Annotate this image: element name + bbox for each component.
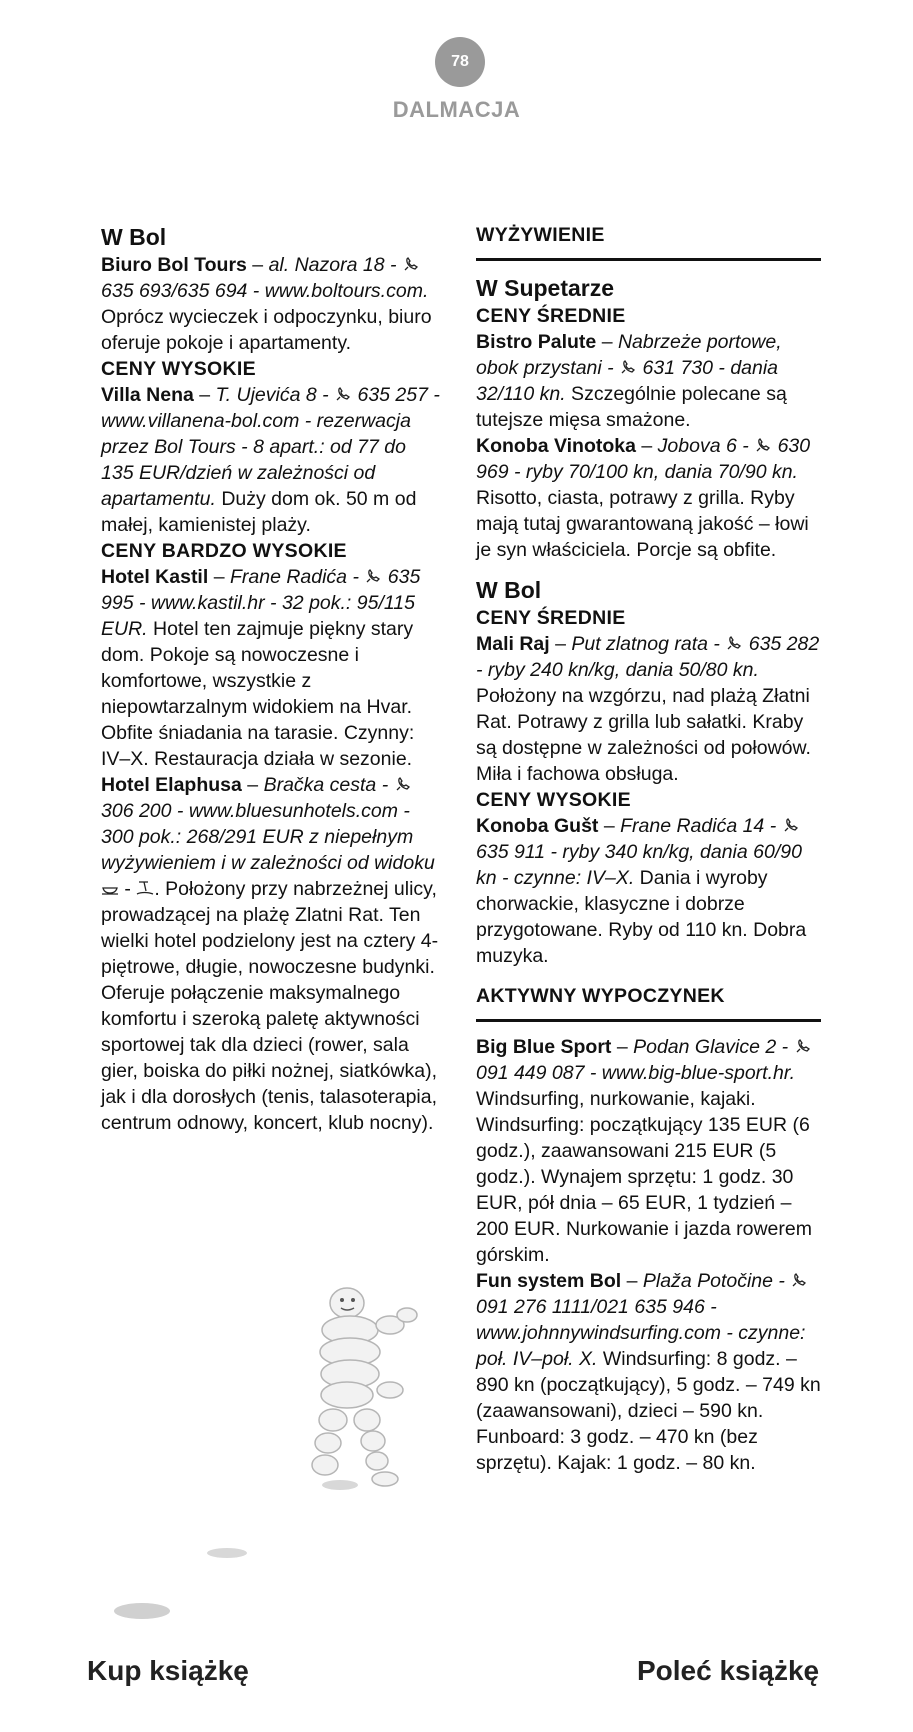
recommend-book-link[interactable]: Poleć książkę <box>637 1655 820 1686</box>
entry-name: Mali Raj <box>476 633 550 655</box>
entry-name: Fun system Bol <box>476 1270 622 1292</box>
phone-icon <box>619 357 637 375</box>
phone-icon <box>364 566 382 584</box>
entry-details: Frane Radića 14 - <box>620 815 777 837</box>
entry-name: Big Blue Sport <box>476 1036 612 1058</box>
entry-text: . Położony przy nabrzeżnej ulicy, prowadzącej na plażę Zlatni Rat. Ten wielki hotel podzielony jest na cztery 4-piętrowe, długie, nowoczesne budynki. Oferuje połączenie maksymalnego komfortu i szeroką paletę aktywności sportowej tak dla dzieci (rower, sala gier, boiska do piłki nożnej, siatkówka), jak i dla dorosłych (tenis, talasoterapia, centrum odnowy, koncert, klub nocny). <box>101 878 439 1134</box>
entry-konoba-gust: Konoba Gušt – Frane Radića 14 - 635 911 - ryby 340 kn/kg, dania 60/90 kn - czynne: IV–X. Dania i wyroby chorwackie, klasyczne i dobrze przygotowane. Ryby od 110 kn. Dobra muzyka. <box>476 815 807 967</box>
entry-text: Windsurfing, nurkowanie, kajaki. Windsurfing: początkujący 135 EUR (6 godz.), zaawansowani 215 EUR (5 godz.). Wynajem sprzętu: 1 godz. 30 EUR, pół dnia – 65 EUR, 1 tydzień – 200 EUR. Nurkowanie i jazda rowerem górskim. <box>476 1088 812 1266</box>
entry-name: Konoba Gušt <box>476 815 599 837</box>
decorative-shadow <box>205 1545 250 1561</box>
price-category: CENY ŚREDNIE <box>476 607 626 629</box>
phone-icon <box>334 384 352 402</box>
phone-icon <box>754 435 772 453</box>
entry-details: Nabrzeże portowe, obok przystani - <box>476 331 782 379</box>
entry-details: 631 730 - dania 32/110 kn. <box>476 357 779 405</box>
phone-icon <box>790 1270 808 1288</box>
price-category: CENY WYSOKIE <box>101 358 256 380</box>
phone-icon <box>402 254 420 272</box>
left-column <box>101 222 441 1136</box>
location-heading: W Bol <box>476 577 542 603</box>
entry-text: Duży dom ok. 50 m od małej, kamienistej plaży. <box>101 488 417 536</box>
michelin-man-mascot <box>295 1285 445 1515</box>
beach-icon <box>136 878 154 896</box>
entry-bistro-palute: Bistro Palute – Nabrzeże portowe, obok przystani - 631 730 - dania 32/110 kn. Szczególnie polecane są tutejsze mięsa smażone. <box>476 331 787 431</box>
entry-details: Frane Radića - <box>229 566 359 588</box>
section-title: DALMACJA <box>392 97 521 122</box>
entry-mali-raj: Mali Raj – Put zlatnog rata - 635 282 - ryby 240 kn/kg, dania 50/80 kn. Położony na wzgórzu, nad plażą Złatni Rat. Potrawy z grilla lub sałatki. Kraby są dostępne w zależności od połowów. Miła i fachowa obsługa. <box>476 633 820 785</box>
entry-details: 635 995 - www.kastil.hr - 32 pok.: 95/115 EUR. <box>101 566 421 640</box>
entry-villa-nena: Villa Nena – T. Ujevića 8 - 635 257 - www.villanena-bol.com - rezerwacja przez Bol Tours - 8 apart.: od 77 do 135 EUR/dzień w zależności od apartamentu. Duży dom ok. 50 m od małej, kamienistej plaży. <box>101 384 440 536</box>
location-heading: W Supetarze <box>476 275 615 301</box>
entry-details: 635 257 - www.villanena-bol.com - rezerwacja przez Bol Tours - 8 apart.: od 77 do 135 EUR/dzień w zależności od apartamentu. <box>101 384 440 510</box>
entry-details: al. Nazora 18 - <box>268 254 397 276</box>
entry-konoba-vinotoka: Konoba Vinotoka – Jobova 6 - 630 969 - ryby 70/100 kn, dania 70/90 kn. Risotto, ciasta, potrawy z grilla. Ryby mają tutaj gwarantowaną jakość – łowi je syn właściciela. Porcje są obfite. <box>476 435 811 561</box>
entry-name: Bistro Palute <box>476 331 597 353</box>
entry-name: Hotel Kastil <box>101 566 209 588</box>
entry-text: Risotto, ciasta, potrawy z grilla. Ryby mają tutaj gwarantowaną jakość – łowi je syn właściciela. Porcje są obfite. <box>476 487 809 561</box>
entry-details: 635 282 - ryby 240 kn/kg, dania 50/80 kn. <box>476 633 820 681</box>
entry-biuro-bol-tours: Biuro Bol Tours – al. Nazora 18 - 635 693/635 694 - www.boltours.com. Oprócz wycieczek i odpoczynku, biuro oferuje pokoje i apartamenty. <box>101 254 432 354</box>
right-column <box>476 222 821 1476</box>
decorative-shadow <box>112 1600 172 1622</box>
price-category: CENY ŚREDNIE <box>476 305 626 327</box>
entry-text: Położony na wzgórzu, nad plażą Złatni Rat. Potrawy z grilla lub sałatki. Kraby są dostępne w zależności od połowów. Miła i fachowa obsługa. <box>476 685 811 785</box>
entry-name: Konoba Vinotoka <box>476 435 636 457</box>
entry-name: Biuro Bol Tours <box>101 254 247 276</box>
section-heading-activities: AKTYWNY WYPOCZYNEK <box>476 983 821 1022</box>
entry-hotel-elaphusa: Hotel Elaphusa – Bračka cesta - 306 200 - www.bluesunhotels.com - 300 pok.: 268/291 EUR z niepełnym wyżywieniem i w zależności od widoku - . Położony przy nabrzeżnej ulicy, prowadzącej na plażę Zlatni Rat. Ten wielki hotel podzielony jest na cztery 4-piętrowe, długie, nowoczesne budynki. Oferuje połączenie maksymalnego komfortu i szeroką paletę aktywności sportowej tak dla dzieci (rower, sala gier, boiska do piłki nożnej, siatkówka), jak i dla dorosłych (tenis, talasoterapia, centrum odnowy, koncert, klub nocny). <box>101 774 439 1134</box>
entry-text: Hotel ten zajmuje piękny stary dom. Pokoje są nowoczesne i komfortowe, wszystkie z niepowtarzalnym widokiem na Hvar. Obfite śniadania na tarasie. Czynny: IV–X. Restauracja działa w sezonie. <box>101 618 415 770</box>
entry-details: Podan Glavice 2 - <box>633 1036 789 1058</box>
page-number: 78 <box>435 37 485 87</box>
entry-details: Jobova 6 - <box>657 435 749 457</box>
entry-details: Plaža Potočine - <box>642 1270 785 1292</box>
price-category: CENY BARDZO WYSOKIE <box>101 540 347 562</box>
location-heading: W Bol <box>101 224 167 250</box>
entry-details: T. Ujevića 8 - <box>215 384 329 406</box>
entry-name: Hotel Elaphusa <box>101 774 242 796</box>
entry-details: 630 969 - ryby 70/100 kn, dania 70/90 kn. <box>476 435 811 483</box>
entry-fun-system-bol: Fun system Bol – Plaža Potočine - 091 276 1111/021 635 946 - www.johnnywindsurfing.com - czynne: poł. IV–poł. X. Windsurfing: 8 godz. – 890 kn (początkujący), 5 godz. – 749 kn (zaawansowani), dzieci – 590 kn. Funboard: 3 godz. – 470 kn (bez sprzętu). Kajak: 1 godz. – 80 kn. <box>476 1270 821 1474</box>
entry-details: 306 200 - www.bluesunhotels.com - 300 pok.: 268/291 EUR z niepełnym wyżywieniem i w zależności od widoku <box>101 800 435 874</box>
section-heading-food: WYŻYWIENIE <box>476 222 821 261</box>
entry-details: 635 693/635 694 - www.boltours.com. <box>101 280 429 302</box>
entry-details: 091 449 087 - www.big-blue-sport.hr. <box>476 1062 796 1084</box>
entry-text: Oprócz wycieczek i odpoczynku, biuro oferuje pokoje i apartamenty. <box>101 306 432 354</box>
entry-hotel-kastil: Hotel Kastil – Frane Radića - 635 995 - www.kastil.hr - 32 pok.: 95/115 EUR. Hotel ten zajmuje piękny stary dom. Pokoje są nowoczesne i komfortowe, wszystkie z niepowtarzalnym widokiem na Hvar. Obfite śniadania na tarasie. Czynny: IV–X. Restauracja działa w sezonie. <box>101 566 421 770</box>
phone-icon <box>794 1036 812 1054</box>
price-category: CENY WYSOKIE <box>476 789 631 811</box>
half-board-icon <box>101 878 119 896</box>
entry-details: 091 276 1111/021 635 946 - www.johnnywindsurfing.com - czynne: poł. IV–poł. X. <box>476 1296 806 1370</box>
entry-text: Szczególnie polecane są tutejsze mięsa smażone. <box>476 383 787 431</box>
entry-text: Windsurfing: 8 godz. – 890 kn (początkujący), 5 godz. – 749 kn (zaawansowani), dzieci – 590 kn. Funboard: 3 godz. – 470 kn (bez sprzętu). Kajak: 1 godz. – 80 kn. <box>476 1348 821 1474</box>
entry-details: Put zlatnog rata - <box>571 633 720 655</box>
entry-big-blue-sport: Big Blue Sport – Podan Glavice 2 - 091 449 087 - www.big-blue-sport.hr. Windsurfing, nurkowanie, kajaki. Windsurfing: początkujący 135 EUR (6 godz.), zaawansowani 215 EUR (5 godz.). Wynajem sprzętu: 1 godz. 30 EUR, pół dnia – 65 EUR, 1 tydzień – 200 EUR. Nurkowanie i jazda rowerem górskim. <box>476 1036 812 1266</box>
phone-icon <box>725 633 743 651</box>
phone-icon <box>782 815 800 833</box>
entry-details: Bračka cesta - <box>263 774 389 796</box>
phone-icon <box>394 774 412 792</box>
entry-text: Dania i wyroby chorwackie, klasyczne i dobrze przygotowane. Ryby od 110 kn. Dobra muzyka. <box>476 867 807 967</box>
entry-details: 635 911 - ryby 340 kn/kg, dania 60/90 kn - czynne: IV–X. <box>476 841 802 889</box>
buy-book-link[interactable]: Kup książkę <box>87 1655 249 1686</box>
entry-name: Villa Nena <box>101 384 194 406</box>
